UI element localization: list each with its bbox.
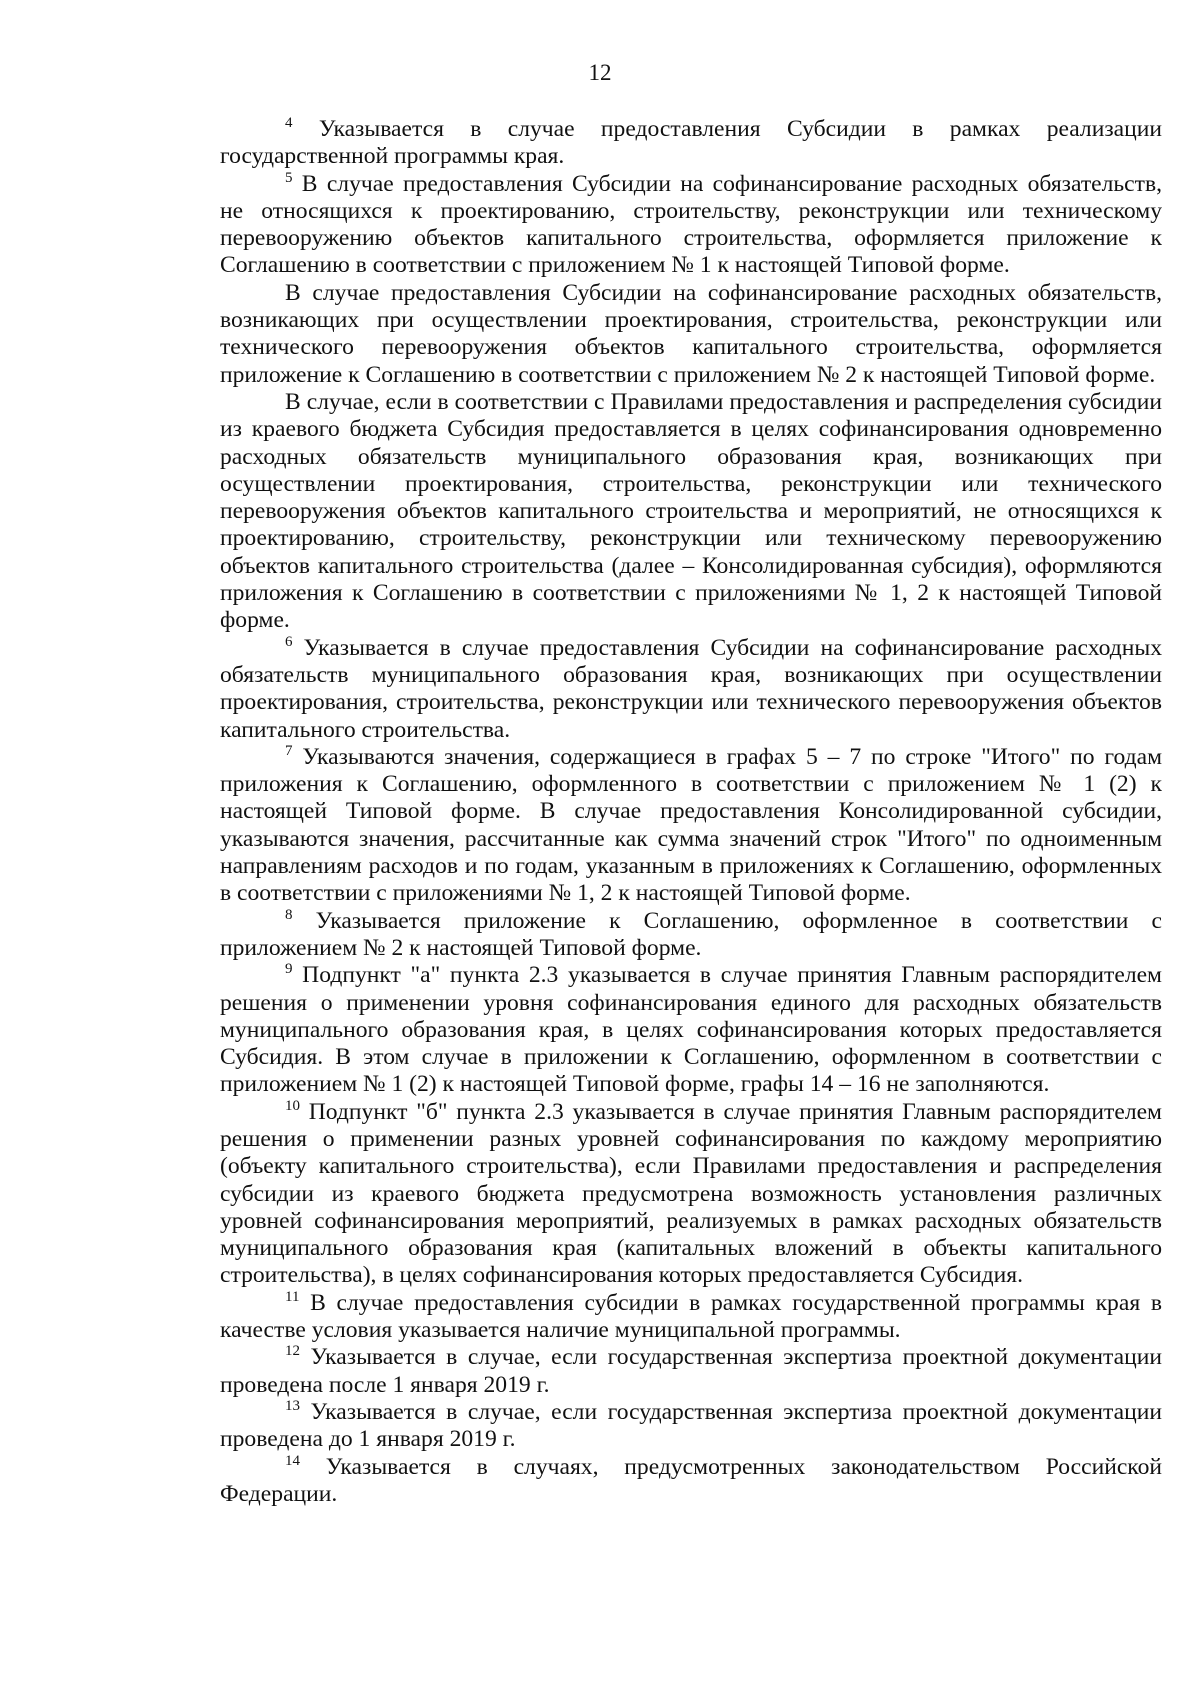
footnote-mark: 8 (285, 906, 293, 923)
footnote-5-paragraph-2 (220, 280, 1162, 389)
footnote-text: Подпункт "б" пункта 2.3 указывается в случае принятия Главным распорядителем решения о применении разных уровней софинансирования по каждому мероприятию (объекту капитального строительства), если Правилами предоставления и распределения субсидии из краевого бюджета предусмотрена возможность установления различных уровней софинансирования мероприятий, реализуемых в рамках расходных обязательств муниципального образования края (капитальных вложений в объекты капитального строительства), в целях софинансирования которых предоставляется Субсидия. (220, 1098, 1162, 1289)
footnote-text: В случае предоставления Субсидии на софинансирование расходных обязательств, возникающих при осуществлении проектирования, строительства, реконструкции или технического перевооружения объектов капитального строительства, оформляется приложение к Соглашению в соответствии с приложением № 2 к настоящей Типовой форме. (220, 279, 1162, 388)
footnote-text: Указывается в случае, если государственная экспертиза проектной документации проведена до 1 января 2019 г. (220, 1398, 1162, 1453)
footnote-text: Указывается приложение к Соглашению, оформленное в соответствии с приложением № 2 к настоящей Типовой форме. (220, 907, 1162, 961)
footnote-11 (220, 1290, 1162, 1345)
footnote-mark: 10 (285, 1097, 300, 1114)
footnote-mark: 11 (285, 1288, 300, 1305)
footnote-text: Указывается в случае предоставления Субсидии на софинансирование расходных обязательств муниципального образования края, возникающих при осуществлении проектирования, строительства, реконструкции или технического перевооружения объектов капитального строительства. (220, 634, 1162, 743)
footnote-10 (220, 1099, 1162, 1290)
footnote-8 (220, 908, 1162, 963)
footnote-mark: 13 (285, 1397, 300, 1414)
footnote-mark: 9 (285, 961, 293, 978)
footnote-text: Указывается в случаях, предусмотренных законодательством Российской Федерации. (220, 1453, 1162, 1507)
footnote-6 (220, 635, 1162, 744)
footnote-text: Указывается в случае предоставления Субсидии в рамках реализации государственной программы края. (220, 116, 1162, 170)
footnote-text: В случае предоставления Субсидии на софинансирование расходных обязательств, не относящихся к проектированию, строительству, реконструкции или техническому перевооружению объектов капитального строительства, оформляется приложение к Соглашению в соответствии с приложением № 1 к настоящей Типовой форме. (220, 170, 1162, 279)
footnote-text: Указываются значения, содержащиеся в графах 5 – 7 по строке "Итого" по годам приложения к Соглашению, оформленного в соответствии с приложением № 1 (2) к настоящей Типовой форме. В случае предоставления Консолидированной субсидии, указываются значения, рассчитанные как сумма значений строк "Итого" по одноименным направлениям расходов и по годам, указанным в приложениях к Соглашению, оформленных в соответствии с приложениями № 1, 2 к настоящей Типовой форме. (220, 743, 1162, 907)
footnote-text: В случае предоставления субсидии в рамках государственной программы края в качестве условия указывается наличие муниципальной программы. (220, 1289, 1162, 1344)
footnote-9 (220, 962, 1162, 1098)
footnote-5 (220, 171, 1162, 280)
footnote-12 (220, 1344, 1162, 1399)
footnote-mark: 5 (285, 169, 293, 186)
footnote-7 (220, 744, 1162, 908)
footnotes-body (220, 116, 1162, 1508)
footnote-mark: 6 (285, 633, 293, 650)
footnote-13 (220, 1399, 1162, 1454)
footnote-mark: 7 (285, 742, 293, 759)
footnote-mark: 4 (285, 115, 293, 131)
footnote-4 (220, 116, 1162, 171)
footnote-14 (220, 1454, 1162, 1509)
footnote-mark: 14 (285, 1452, 300, 1469)
page-number: 12 (588, 60, 612, 85)
footnote-text: Подпункт "а" пункта 2.3 указывается в случае принятия Главным распорядителем решения о применении уровня софинансирования единого для расходных обязательств муниципального образования края, в целях софинансирования которых предоставляется Субсидия. В этом случае в приложении к Соглашению, оформленном в соответствии с приложением № 1 (2) к настоящей Типовой форме, графы 14 – 16 не заполняются. (220, 962, 1162, 1098)
footnote-mark: 12 (285, 1343, 300, 1360)
footnote-5-paragraph-3 (220, 389, 1162, 635)
footnote-text: Указывается в случае, если государственная экспертиза проектной документации проведена после 1 января 2019 г. (220, 1344, 1162, 1398)
footnote-text: В случае, если в соответствии с Правилами предоставления и распределения субсидии из краевого бюджета Субсидия предоставляется в целях софинансирования одновременно расходных обязательств муниципального образования края, возникающих при осуществлении проектирования, строительства, реконструкции или технического перевооружения объектов капитального строительства и мероприятий, не относящихся к проектированию, строительству, реконструкции или техническому перевооружению объектов капитального строительства (далее – Консолидированная субсидия), оформляются приложения к Соглашению в соответствии с приложениями № 1, 2 к настоящей Типовой форме. (220, 388, 1162, 634)
